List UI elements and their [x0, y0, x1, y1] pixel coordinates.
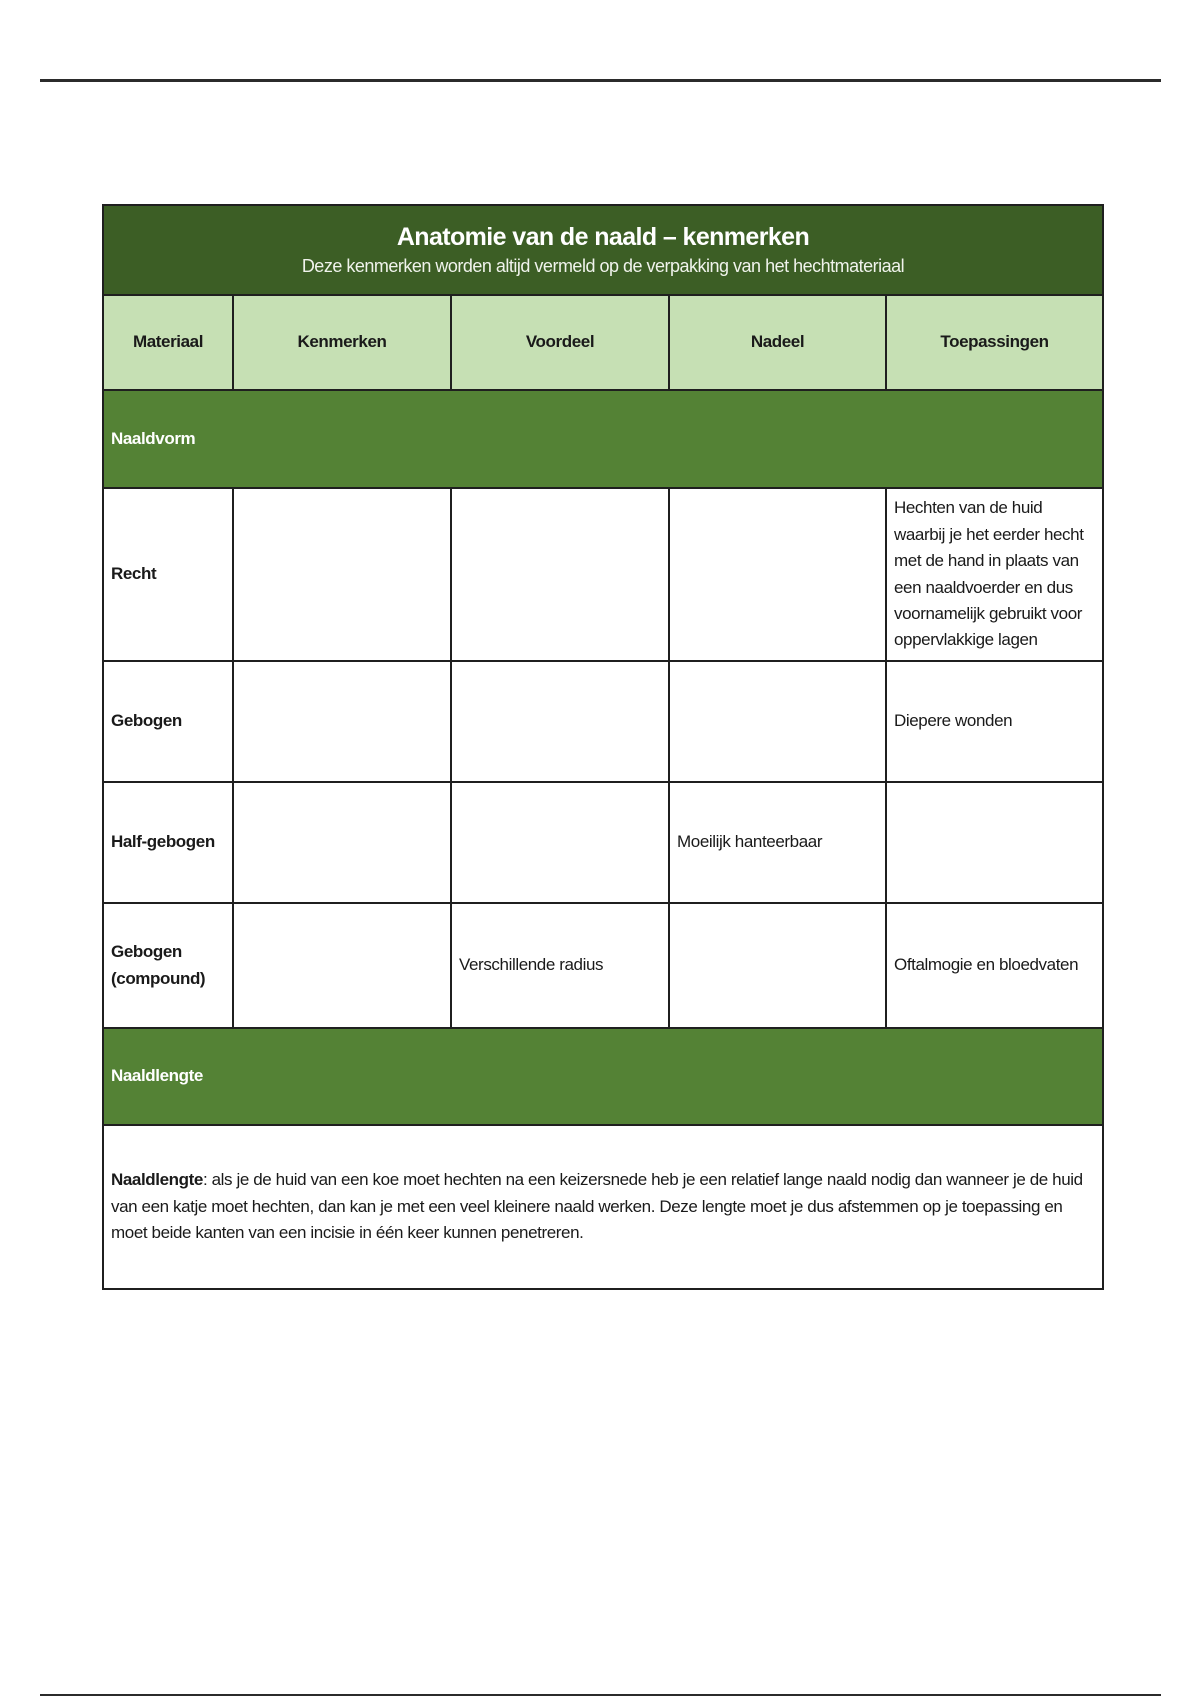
cell-nadeel: [669, 488, 886, 661]
table-title: Anatomie van de naald – kenmerken: [396, 222, 810, 251]
cell-kenmerken: [233, 488, 451, 661]
cell-materiaal: Half-gebogen: [103, 782, 233, 903]
naaldlengte-note: [103, 1125, 1103, 1289]
table-title-row: [103, 205, 1103, 295]
section-label-naaldlengte: Naaldlengte: [103, 1028, 1103, 1125]
cell-materiaal: Recht: [103, 488, 233, 661]
cell-kenmerken: [233, 903, 451, 1028]
column-header-voordeel: Voordeel: [451, 295, 669, 390]
cell-toepassingen: Hechten van de huid waarbij je het eerder hecht met de hand in plaats van een naaldvoerder en dus voornamelijk gebruikt voor oppervlakkige lagen: [886, 488, 1103, 661]
table-row: [103, 661, 1103, 782]
section-label-naaldvorm: Naaldvorm: [103, 390, 1103, 488]
column-header-row: [103, 295, 1103, 390]
cell-nadeel: [669, 661, 886, 782]
note-text: : als je de huid van een koe moet hechten na een keizersnede heb je een relatief lange naald nodig dan wanneer je de huid van een katje moet hechten, dan kan je met een veel kleinere naald werken. Deze lengte moet je dus afstemmen op je toepassing en moet beide kanten van een incisie in één keer kunnen penetreren.: [111, 1170, 1083, 1243]
note-term: Naaldlengte: [111, 1170, 203, 1190]
cell-voordeel: [451, 661, 669, 782]
cell-toepassingen: Diepere wonden: [886, 661, 1103, 782]
cell-toepassingen: Oftalmogie en bloedvaten: [886, 903, 1103, 1028]
table-title-cell: [103, 205, 1103, 295]
cell-kenmerken: [233, 661, 451, 782]
cell-toepassingen: [886, 782, 1103, 903]
column-header-materiaal: Materiaal: [103, 295, 233, 390]
cell-nadeel: [669, 903, 886, 1028]
bottom-rule: [40, 1694, 1161, 1696]
top-rule: [40, 79, 1161, 82]
table-row: [103, 782, 1103, 903]
column-header-toepassingen: Toepassingen: [886, 295, 1103, 390]
table-row: [103, 903, 1103, 1028]
note-row: [103, 1125, 1103, 1289]
table-subtitle: Deze kenmerken worden altijd vermeld op de verpakking van het hechtmateriaal: [301, 256, 905, 277]
cell-voordeel: [451, 782, 669, 903]
cell-voordeel: [451, 488, 669, 661]
cell-materiaal: Gebogen (compound): [103, 903, 233, 1028]
cell-voordeel: Verschillende radius: [451, 903, 669, 1028]
cell-nadeel: Moeilijk hanteerbaar: [669, 782, 886, 903]
cell-materiaal: Gebogen: [103, 661, 233, 782]
column-header-kenmerken: Kenmerken: [233, 295, 451, 390]
needle-anatomy-table: [102, 204, 1104, 1290]
cell-kenmerken: [233, 782, 451, 903]
table-row: [103, 488, 1103, 661]
section-row-naaldlengte: [103, 1028, 1103, 1125]
section-row-naaldvorm: [103, 390, 1103, 488]
column-header-nadeel: Nadeel: [669, 295, 886, 390]
